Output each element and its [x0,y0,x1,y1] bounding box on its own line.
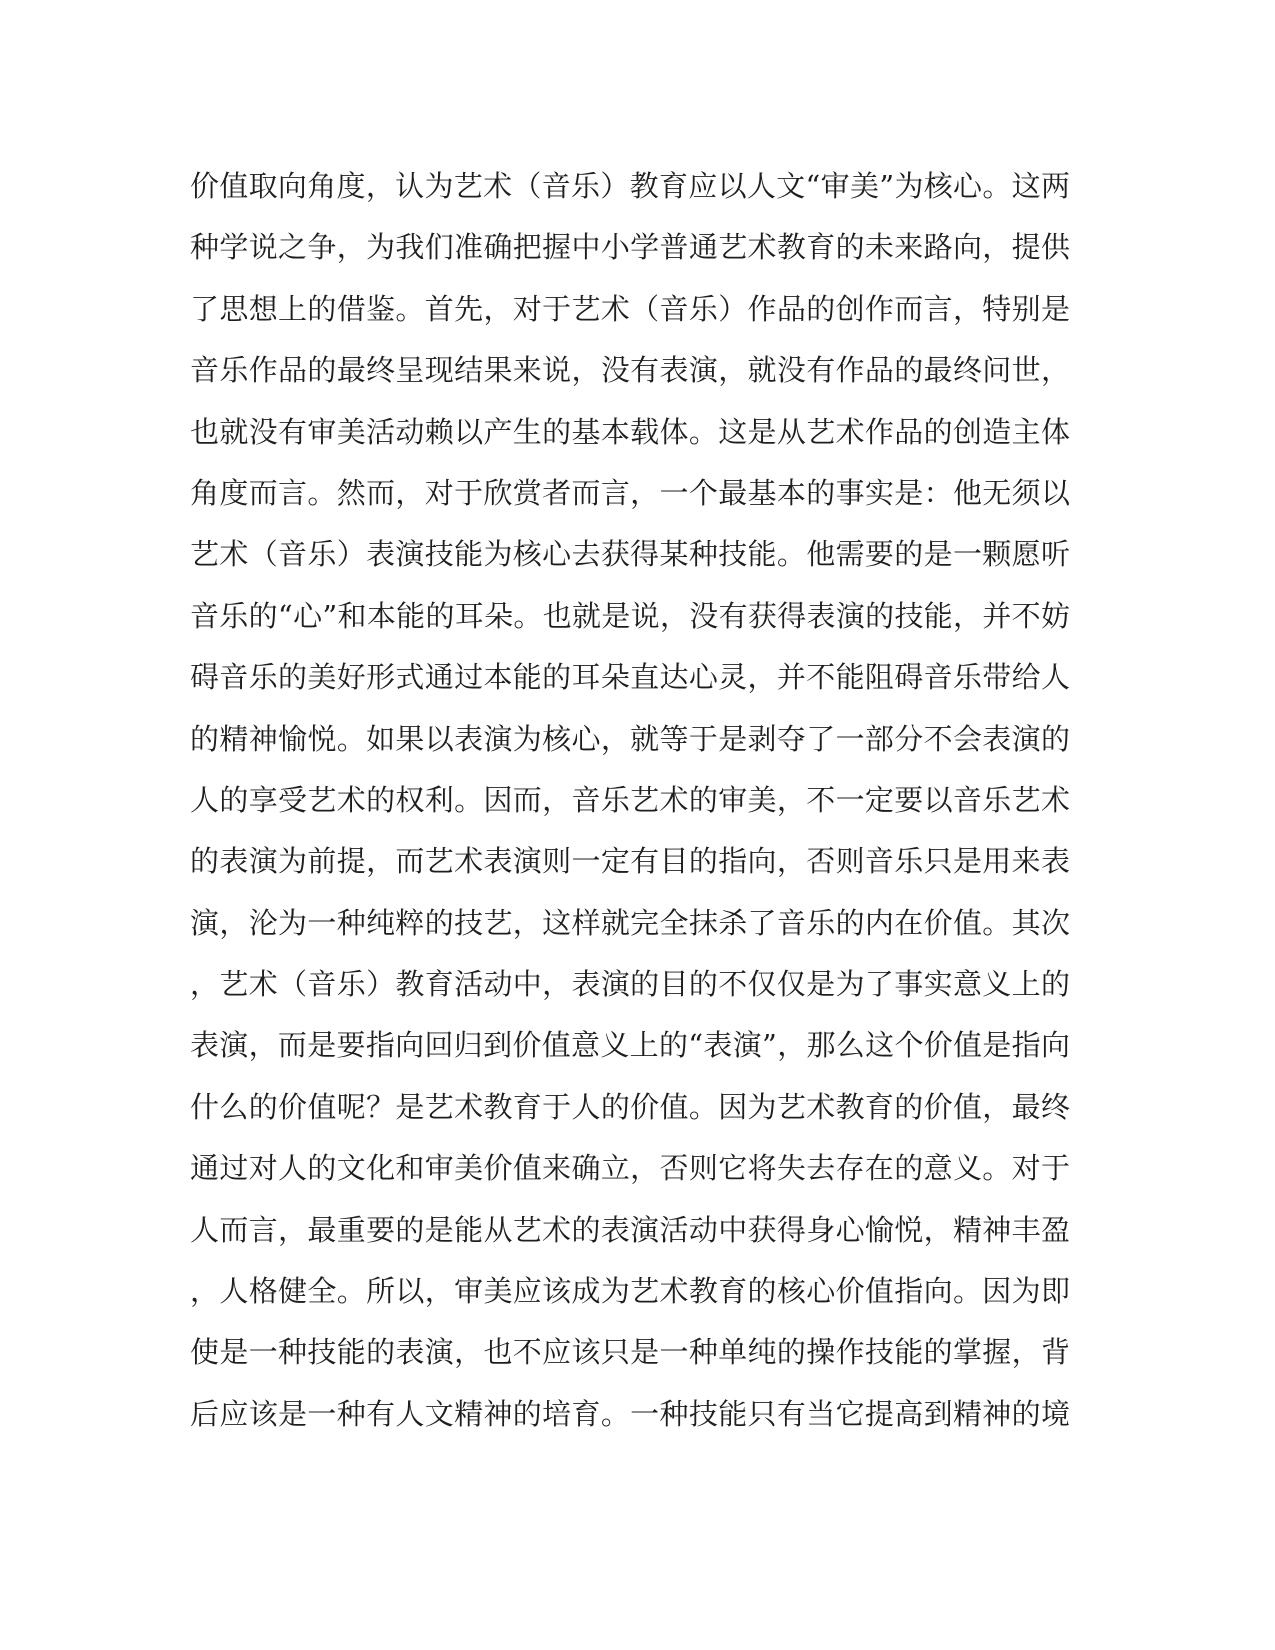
text-line: 价值取向角度，认为艺术（音乐）教育应以人文“审美”为核心。这两 [190,169,1070,203]
text-line: ，艺术（音乐）教育活动中，表演的目的不仅仅是为了事实意义上的 [190,967,1070,1002]
text-line: 了思想上的借鉴。首先，对于艺术（音乐）作品的创作而言，特别是 [190,291,1070,326]
text-line: ，人格健全。所以，审美应该成为艺术教育的核心价值指向。因为即 [190,1274,1070,1309]
text-line: 人而言，最重要的是能从艺术的表演活动中获得身心愉悦，精神丰盈 [190,1212,1070,1247]
text-line: 的精神愉悦。如果以表演为核心，就等于是剥夺了一部分不会表演的 [190,721,1070,756]
text-line: 通过对人的文化和审美价值来确立，否则它将失去存在的意义。对于 [190,1151,1070,1186]
text-line: 音乐的“心”和本能的耳朵。也就是说，没有获得表演的技能，并不妨 [190,598,1070,633]
text-line: 表演，而是要指向回归到价值意义上的“表演”，那么这个价值是指向 [190,1028,1070,1063]
text-line: 也就没有审美活动赖以产生的基本载体。这是从艺术作品的创造主体 [190,414,1070,449]
text-line: 碍音乐的美好形式通过本能的耳朵直达心灵，并不能阻碍音乐带给人 [190,660,1070,695]
text-line: 艺术（音乐）表演技能为核心去获得某种技能。他需要的是一颗愿听 [190,537,1070,572]
text-line: 的表演为前提，而艺术表演则一定有目的指向，否则音乐只是用来表 [190,844,1070,879]
text-line: 种学说之争，为我们准确把握中小学普通艺术教育的未来路向，提供 [190,230,1070,265]
text-line: 人的享受艺术的权利。因而，音乐艺术的审美，不一定要以音乐艺术 [190,782,1070,817]
body-text [190,156,1070,1445]
text-line: 后应该是一种有人文精神的培育。一种技能只有当它提高到精神的境 [190,1396,1070,1431]
text-line: 使是一种技能的表演，也不应该只是一种单纯的操作技能的掌握，背 [190,1335,1070,1370]
text-line: 什么的价值呢？是艺术教育于人的价值。因为艺术教育的价值，最终 [190,1089,1070,1124]
text-line: 演，沦为一种纯粹的技艺，这样就完全抹杀了音乐的内在价值。其次 [190,905,1070,940]
text-line: 角度而言。然而，对于欣赏者而言，一个最基本的事实是：他无须以 [190,475,1070,510]
text-line: 音乐作品的最终呈现结果来说，没有表演，就没有作品的最终问世， [190,353,1070,388]
